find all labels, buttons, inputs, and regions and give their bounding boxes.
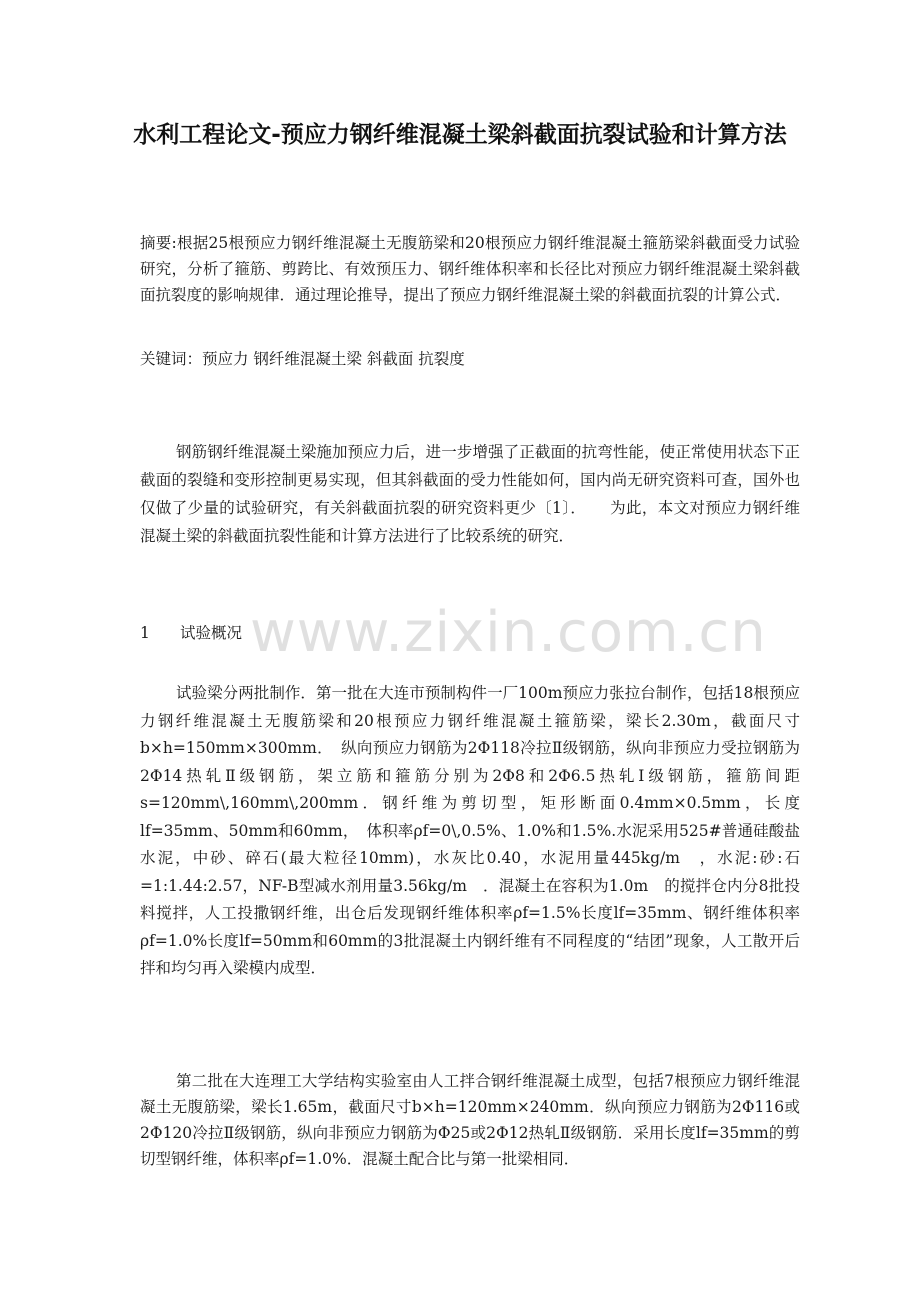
abstract: 摘要:根据25根预应力钢纤维混凝土无腹筋梁和20根预应力钢纤维混凝土箍筋梁斜截面受力试验研究，分析了箍筋、剪跨比、有效预压力、钢纤维体积率和长径比对预应力钢纤维混凝土梁斜截面抗裂度的影响规律．通过理论推导，提出了预应力钢纤维混凝土梁的斜截面抗裂的计算公式．: [140, 234, 800, 304]
section-heading: [140, 620, 800, 646]
watermark: www.zixin.com.cn: [250, 600, 767, 665]
keywords: 关键词：预应力 钢纤维混凝土梁 斜截面 抗裂度: [140, 350, 465, 368]
section-number: 1: [140, 624, 150, 642]
intro-paragraph: 钢筋钢纤维混凝土梁施加预应力后，进一步增强了正截面的抗弯性能，使正常使用状态下正截面的裂缝和变形控制更易实现，但其斜截面的受力性能如何，国内尚无研究资料可查，国外也仅做了少量的试验研究，有关斜截面抗裂的研究资料更少〔1〕． 为此，本文对预应力钢纤维混凝土梁的斜截面抗裂性能和计算方法进行了比较系统的研究．: [140, 443, 800, 545]
section-title: 试验概况: [180, 624, 243, 642]
body-paragraph-second-batch: 第二批在大连理工大学结构实验室由人工拌合钢纤维混凝土成型，包括7根预应力钢纤维混凝土无腹筋梁，梁长1.65m，截面尺寸b×h=120mm×240mm．纵向预应力钢筋为2Φ116或2Φ120冷拉Ⅱ级钢筋，纵向非预应力钢筋为Φ25或2Φ12热轧Ⅱ级钢筋．采用长度lf=35mm的剪切型钢纤维，体积率ρf=1.0%．混凝土配合比与第一批梁相同．: [140, 1072, 800, 1168]
body-paragraph-first-batch: 试验梁分两批制作．第一批在大连市预制构件一厂100m预应力张拉台制作，包括18根预应力钢纤维混凝土无腹筋梁和20根预应力钢纤维混凝土箍筋梁，梁长2.30m，截面尺寸b×h=150mm×300mm． 纵向预应力钢筋为2Φ118冷拉Ⅱ级钢筋，纵向非预应力受拉钢筋为2Φ14热轧Ⅱ级钢筋，架立筋和箍筋分别为2Φ8和2Φ6.5热轧Ⅰ级钢筋，箍筋间距s=120mm\,160mm\,200mm．钢纤维为剪切型，矩形断面0.4mm×0.5mm，长度lf=35mm、50mm和60mm， 体积率ρf=0\,0.5%、1.0%和1.5%.水泥采用525#普通硅酸盐水泥，中砂、碎石(最大粒径10mm)，水灰比0.40，水泥用量445kg/m ，水泥:砂:石=1:1.44:2.57，NF-B型减水剂用量3.56kg/m ．混凝土在容积为1.0m 的搅拌仓内分8批投料搅拌，人工投撒钢纤维，出仓后发现钢纤维体积率ρf=1.5%长度lf=35mm、钢纤维体积率ρf=1.0%长度lf=50mm和60mm的3批混凝土内钢纤维有不同程度的“结团”现象，人工散开后拌和均匀再入梁模内成型．: [140, 684, 800, 977]
document-title: 水利工程论文-预应力钢纤维混凝土梁斜截面抗裂试验和计算方法: [133, 122, 787, 148]
